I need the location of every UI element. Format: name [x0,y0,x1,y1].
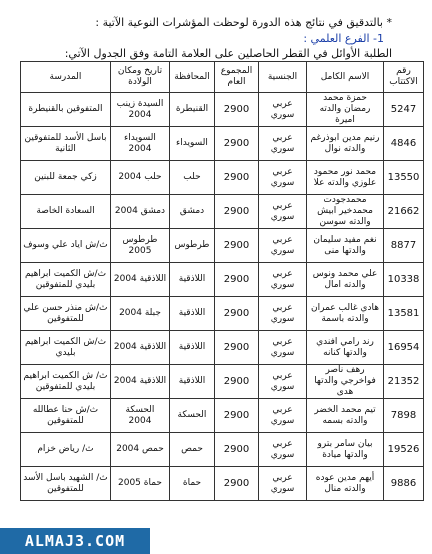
cell-nationality: عربي سوري [259,93,307,127]
cell-birth: اللاذقية 2004 [111,365,170,399]
cell-subscription-number: 5247 [384,93,424,127]
cell-full-name: رنيم مدين ابوذرغم والدته نوال [307,127,384,161]
cell-birth: حمص 2004 [111,433,170,467]
cell-school: ث/ش الكميت ابراهيم بليدي [21,331,111,365]
cell-governorate: حمص [170,433,215,467]
cell-nationality: عربي سوري [259,365,307,399]
header-full-name: الاسم الكامل [307,62,384,93]
cell-total-score: 2900 [215,331,259,365]
cell-subscription-number: 13581 [384,297,424,331]
results-table [20,61,424,501]
table-caption: الطلبة الأوائل في القطر الحاصلين على العلامة التامة وفق الجدول الآتي: [64,47,392,60]
header-governorate: المحافظة [170,62,215,93]
header-nationality: الجنسية [259,62,307,93]
cell-school: ث/ ش الكميت ابراهيم بليدي للمتفوقين [21,365,111,399]
cell-full-name: رهف ناصر فواخرجي والدتها هدى [307,365,384,399]
intro-line: * بالتدقيق في نتائج هذه الدورة لوحظت المؤشرات النوعية الآتية : [95,16,392,29]
cell-birth: اللاذقية 2004 [111,263,170,297]
cell-full-name: محمدجودت محمدخير ابيش والدته سوسن [307,195,384,229]
table-row [21,127,424,161]
cell-full-name: تيم محمد الخضر والدته بسمه [307,399,384,433]
cell-governorate: دمشق [170,195,215,229]
cell-total-score: 2900 [215,229,259,263]
cell-birth: حلب 2004 [111,161,170,195]
cell-school: ث/ش اياد علي وسوف [21,229,111,263]
header-total-score: المجموع العام [215,62,259,93]
cell-governorate: حماة [170,467,215,501]
cell-subscription-number: 4846 [384,127,424,161]
cell-school: ث/ش الكميت ابراهيم بليدي للمتفوقين [21,263,111,297]
cell-full-name: أيهم مدين عوده والدته منال [307,467,384,501]
cell-total-score: 2900 [215,433,259,467]
table-row [21,365,424,399]
cell-total-score: 2900 [215,365,259,399]
cell-subscription-number: 13550 [384,161,424,195]
header-birth: تاريخ ومكان الولادة [111,62,170,93]
cell-nationality: عربي سوري [259,263,307,297]
section-heading: 1- الفرع العلمي : [303,32,384,45]
cell-birth: طرطوس 2005 [111,229,170,263]
cell-total-score: 2900 [215,161,259,195]
cell-school: السعادة الخاصة [21,195,111,229]
cell-birth: جبلة 2004 [111,297,170,331]
cell-birth: دمشق 2004 [111,195,170,229]
cell-governorate: اللاذقية [170,297,215,331]
cell-governorate: اللاذقية [170,263,215,297]
cell-school: المتفوقين بالقنيطرة [21,93,111,127]
cell-total-score: 2900 [215,263,259,297]
table-row [21,161,424,195]
cell-governorate: اللاذقية [170,365,215,399]
cell-full-name: علي محمد ونوس والدته امال [307,263,384,297]
cell-total-score: 2900 [215,399,259,433]
cell-nationality: عربي سوري [259,297,307,331]
cell-subscription-number: 19526 [384,433,424,467]
header-subscription-number: رقم الاكتتاب [384,62,424,93]
cell-full-name: محمد نور محمود علوزي والدته علا [307,161,384,195]
cell-school: ث/ الشهيد باسل الأسد للمتفوقين [21,467,111,501]
header-school: المدرسة [21,62,111,93]
table-row [21,195,424,229]
table-row [21,331,424,365]
cell-governorate: القنيطرة [170,93,215,127]
cell-total-score: 2900 [215,467,259,501]
cell-school: ث/ش منذر حسن علي للمتفوقين [21,297,111,331]
cell-full-name: هادي غالب عمران والدته باسمة [307,297,384,331]
cell-governorate: الحسكة [170,399,215,433]
cell-nationality: عربي سوري [259,331,307,365]
cell-subscription-number: 7898 [384,399,424,433]
cell-subscription-number: 9886 [384,467,424,501]
cell-birth: الحسكة 2004 [111,399,170,433]
cell-nationality: عربي سوري [259,433,307,467]
cell-subscription-number: 8877 [384,229,424,263]
cell-subscription-number: 21352 [384,365,424,399]
watermark-logo [0,528,150,554]
cell-nationality: عربي سوري [259,127,307,161]
watermark-text: ALMAJ3.COM [24,532,126,550]
cell-subscription-number: 16954 [384,331,424,365]
table-row [21,297,424,331]
cell-total-score: 2900 [215,195,259,229]
cell-governorate: حلب [170,161,215,195]
cell-subscription-number: 21662 [384,195,424,229]
cell-full-name: حمزة محمد رمضان والدته اميرة [307,93,384,127]
table-row [21,263,424,297]
cell-birth: حماة 2005 [111,467,170,501]
cell-nationality: عربي سوري [259,229,307,263]
cell-full-name: رند رامي افندي والدتها كنانه [307,331,384,365]
cell-school: باسل الأسد للمتفوقين الثانية [21,127,111,161]
cell-nationality: عربي سوري [259,467,307,501]
cell-nationality: عربي سوري [259,195,307,229]
cell-governorate: طرطوس [170,229,215,263]
table-header-row [21,62,424,93]
cell-full-name: بيان سامر بترو والدتها ميادة [307,433,384,467]
cell-nationality: عربي سوري [259,399,307,433]
table-row [21,467,424,501]
cell-subscription-number: 10338 [384,263,424,297]
cell-nationality: عربي سوري [259,161,307,195]
cell-birth: اللاذقية 2004 [111,331,170,365]
table-row [21,399,424,433]
table-row [21,93,424,127]
table-row [21,433,424,467]
cell-school: زكي جمعة للبنين [21,161,111,195]
cell-school: ث/ش حنا عطالله للمتفوقين [21,399,111,433]
table-row [21,229,424,263]
cell-total-score: 2900 [215,297,259,331]
cell-governorate: السويداء [170,127,215,161]
cell-full-name: نغم مفيد سليمان والدتها منى [307,229,384,263]
cell-total-score: 2900 [215,127,259,161]
cell-birth: السيدة زينب 2004 [111,93,170,127]
cell-governorate: اللاذقية [170,331,215,365]
cell-school: ث/ رياض خزام [21,433,111,467]
cell-total-score: 2900 [215,93,259,127]
cell-birth: السويداء 2004 [111,127,170,161]
